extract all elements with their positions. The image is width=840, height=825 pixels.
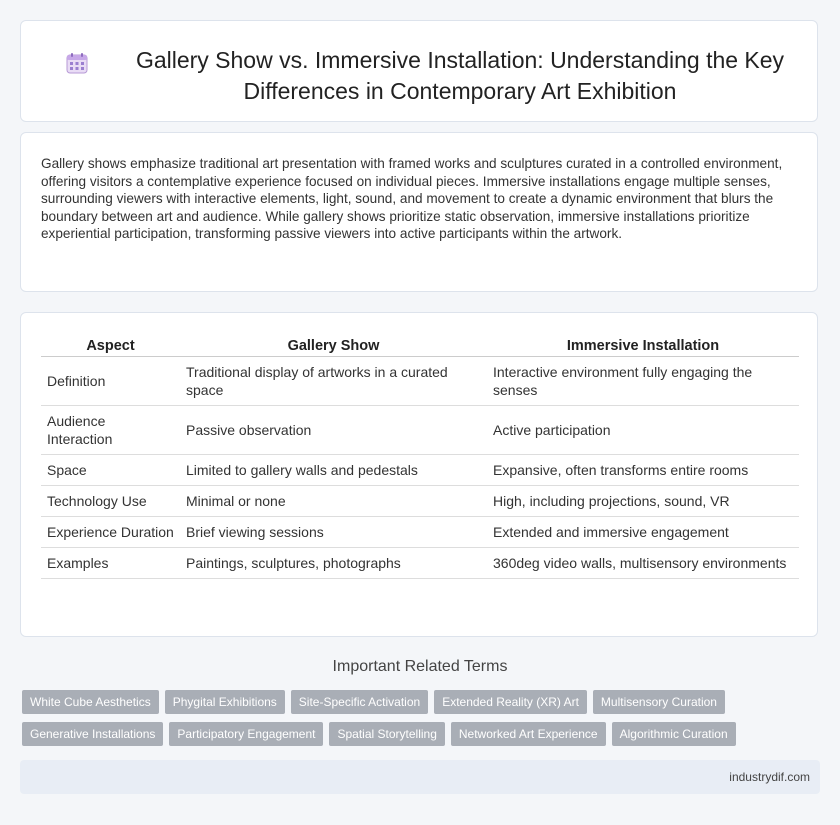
table-cell: Definition — [41, 357, 180, 406]
tag[interactable]: Generative Installations — [22, 722, 163, 746]
table-row — [41, 517, 799, 548]
footer — [20, 760, 820, 794]
table-cell: Experience Duration — [41, 517, 180, 548]
page-title: Gallery Show vs. Immersive Installation: Understanding the Key Differences in Contemporary Art Exhibition — [135, 47, 785, 104]
table-cell: Passive observation — [180, 406, 487, 455]
table-cell: Traditional display of artworks in a curated space — [180, 357, 487, 406]
table-cell: Interactive environment fully engaging the senses — [487, 357, 799, 406]
table-cell: Extended and immersive engagement — [487, 517, 799, 548]
tag[interactable]: White Cube Aesthetics — [22, 690, 159, 714]
comparison-card — [20, 312, 818, 637]
table-cell: Limited to gallery walls and pedestals — [180, 455, 487, 486]
table-cell: Space — [41, 455, 180, 486]
related-terms — [22, 690, 822, 754]
table-cell: Audience Interaction — [41, 406, 180, 455]
table-cell: Technology Use — [41, 486, 180, 517]
tag[interactable]: Phygital Exhibitions — [165, 690, 285, 714]
table-row — [41, 357, 799, 406]
table-cell: Minimal or none — [180, 486, 487, 517]
table-header-row — [41, 333, 799, 357]
tag[interactable]: Participatory Engagement — [169, 722, 323, 746]
footer-site[interactable]: industrydif.com — [729, 770, 810, 784]
tag[interactable]: Multisensory Curation — [593, 690, 725, 714]
tag[interactable]: Networked Art Experience — [451, 722, 606, 746]
title-card — [20, 20, 818, 122]
tag[interactable]: Algorithmic Curation — [612, 722, 736, 746]
table-cell: Paintings, sculptures, photographs — [180, 548, 487, 579]
comparison-table — [41, 333, 799, 579]
tag[interactable]: Extended Reality (XR) Art — [434, 690, 587, 714]
table-row — [41, 455, 799, 486]
table-cell: Brief viewing sessions — [180, 517, 487, 548]
table-row — [41, 406, 799, 455]
header-gallery-show: Gallery Show — [180, 333, 487, 357]
tag[interactable]: Spatial Storytelling — [329, 722, 444, 746]
header-aspect: Aspect — [41, 333, 180, 357]
table-cell: High, including projections, sound, VR — [487, 486, 799, 517]
table-cell: 360deg video walls, multisensory environments — [487, 548, 799, 579]
table-row — [41, 548, 799, 579]
table-row — [41, 486, 799, 517]
table-cell: Active participation — [487, 406, 799, 455]
header-immersive-installation: Immersive Installation — [487, 333, 799, 357]
table-cell: Expansive, often transforms entire rooms — [487, 455, 799, 486]
intro-card — [20, 132, 818, 292]
related-terms-heading: Important Related Terms — [332, 658, 508, 675]
table-cell: Examples — [41, 548, 180, 579]
tag[interactable]: Site-Specific Activation — [291, 690, 428, 714]
intro-paragraph: Gallery shows emphasize traditional art presentation with framed works and sculptures curated in a controlled environment, offering visitors a contemplative experience focused on individual pieces. Immersive installations engage multiple senses, surrounding viewers with interactive elements, light, sound, and movement to create a dynamic environment that blurs the boundary between art and audience. While gallery shows prioritize static observation, immersive installations prioritize experiential participation, transforming passive viewers into active participants within the artwork. — [41, 156, 783, 241]
